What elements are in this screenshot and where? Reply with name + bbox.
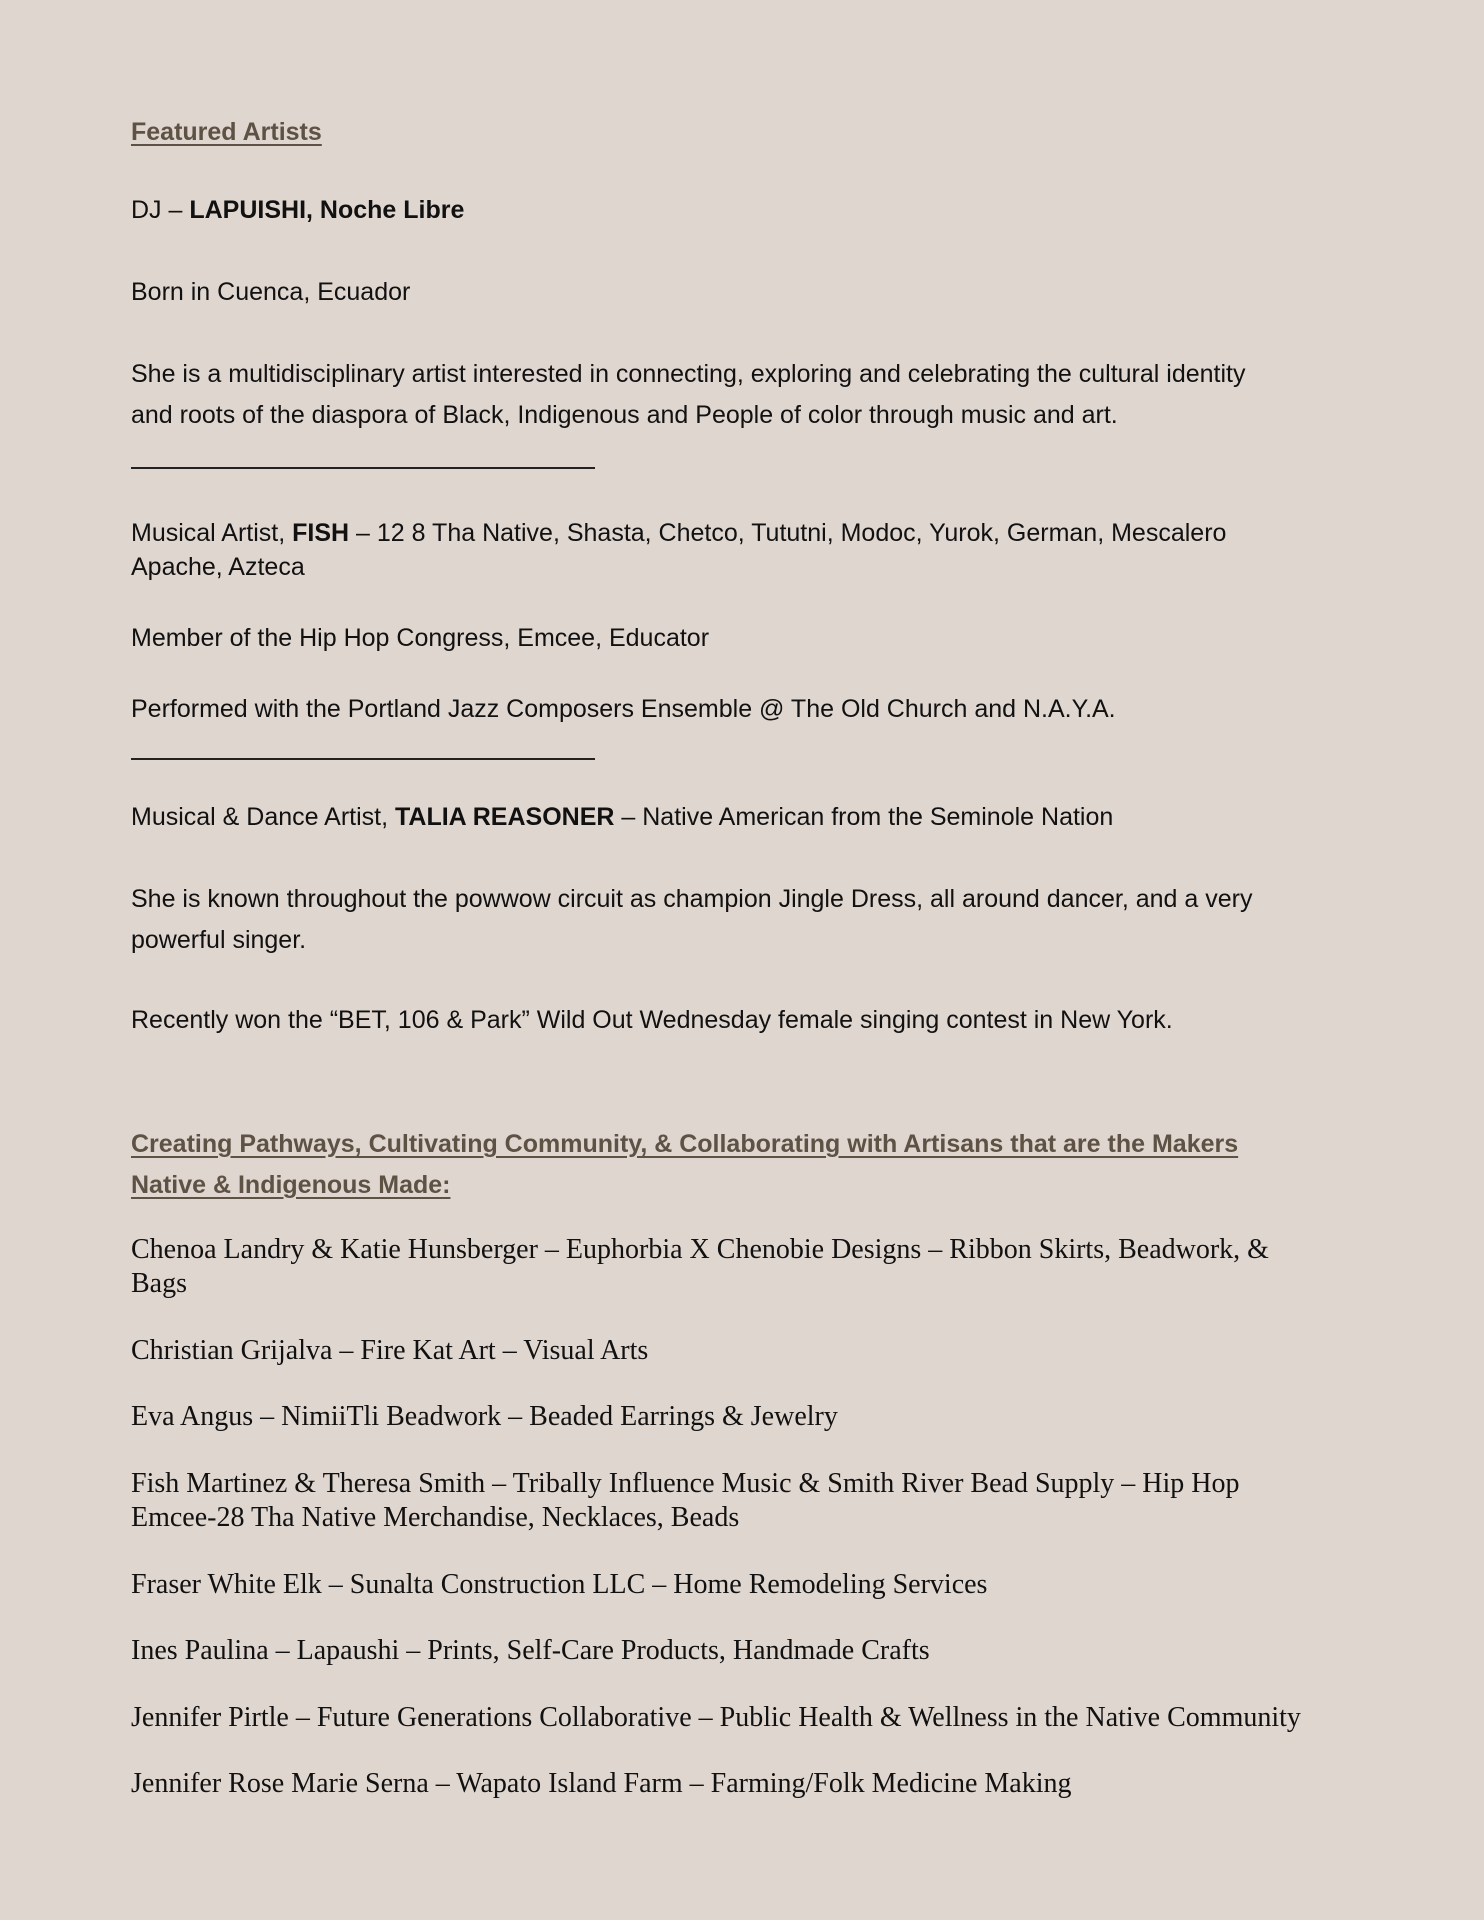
fish-performed: Performed with the Portland Jazz Composers Ensemble @ The Old Church and N.A.Y.A.	[131, 695, 1116, 723]
fish-name: FISH	[292, 519, 350, 547]
maker-entry	[131, 1634, 930, 1668]
maker-entry	[131, 1400, 838, 1434]
maker-entry	[131, 1568, 987, 1602]
maker-entry	[131, 1701, 1301, 1735]
dj-bio-line-1: She is a multidisciplinary artist interested in connecting, exploring and celebrating the cultural identity	[131, 360, 1246, 388]
maker-entry-line-1: Fish Martinez & Theresa Smith – Tribally Influence Music & Smith River Bead Supply – Hip Hop	[131, 1468, 1240, 1499]
maker-entry-line-1: Jennifer Pirtle – Future Generations Collaborative – Public Health & Wellness in the Native Community	[131, 1702, 1301, 1733]
maker-entry-line-1: Jennifer Rose Marie Serna – Wapato Island Farm – Farming/Folk Medicine Making	[131, 1768, 1072, 1799]
maker-entry	[131, 1334, 648, 1368]
maker-entry-line-1: Eva Angus – NimiiTli Beadwork – Beaded Earrings & Jewelry	[131, 1401, 838, 1432]
fish-title	[131, 516, 1226, 584]
talia-bio	[131, 879, 1252, 961]
talia-bio-line-2: powerful singer.	[131, 926, 307, 954]
maker-entry-line-2: Emcee-28 Tha Native Merchandise, Necklaces, Beads	[131, 1502, 740, 1533]
fish-title-line-2: Apache, Azteca	[131, 553, 305, 581]
makers-heading	[131, 1124, 1238, 1206]
featured-artists-heading: Featured Artists	[131, 118, 322, 146]
talia-title	[131, 797, 1113, 838]
talia-bio-line-1: She is known throughout the powwow circuit as champion Jingle Dress, all around dancer, and a very	[131, 885, 1253, 913]
maker-entry-line-1: Chenoa Landry & Katie Hunsberger – Euphorbia X Chenobie Designs – Ribbon Skirts, Beadwork, &	[131, 1234, 1269, 1265]
dj-prefix: DJ –	[131, 196, 190, 224]
maker-entry	[131, 1767, 1072, 1801]
makers-heading-line-2: Native & Indigenous Made:	[131, 1171, 451, 1199]
maker-entry-line-1: Ines Paulina – Lapaushi – Prints, Self-Care Products, Handmade Crafts	[131, 1635, 930, 1666]
talia-heritage: – Native American from the Seminole Nation	[614, 803, 1114, 831]
fish-member: Member of the Hip Hop Congress, Emcee, Educator	[131, 624, 710, 652]
fish-title-line-1	[131, 516, 1226, 550]
divider-line	[131, 467, 595, 469]
dj-born: Born in Cuenca, Ecuador	[131, 278, 411, 306]
fish-prefix: Musical Artist,	[131, 519, 293, 547]
maker-entry	[131, 1467, 1240, 1535]
talia-name: TALIA REASONER	[394, 803, 615, 831]
dj-name: LAPUISHI, Noche Libre	[189, 196, 465, 224]
maker-entry-line-1: Christian Grijalva – Fire Kat Art – Visual Arts	[131, 1335, 649, 1366]
maker-entry-line-2: Bags	[131, 1268, 187, 1299]
maker-entry-line-1: Fraser White Elk – Sunalta Construction LLC – Home Remodeling Services	[131, 1569, 988, 1600]
dj-title	[131, 190, 464, 231]
divider-line	[131, 758, 595, 760]
fish-heritage: – 12 8 Tha Native, Shasta, Chetco, Tututni, Modoc, Yurok, German, Mescalero	[349, 519, 1227, 547]
talia-prefix: Musical & Dance Artist,	[131, 803, 395, 831]
dj-bio-line-2: and roots of the diaspora of Black, Indigenous and People of color through music and art.	[131, 401, 1118, 429]
dj-bio	[131, 354, 1246, 436]
maker-entry	[131, 1233, 1269, 1301]
makers-heading-line-1: Creating Pathways, Cultivating Community, & Collaborating with Artisans that are the Makers	[131, 1130, 1239, 1158]
talia-won: Recently won the “BET, 106 & Park” Wild Out Wednesday female singing contest in New York.	[131, 1006, 1173, 1034]
